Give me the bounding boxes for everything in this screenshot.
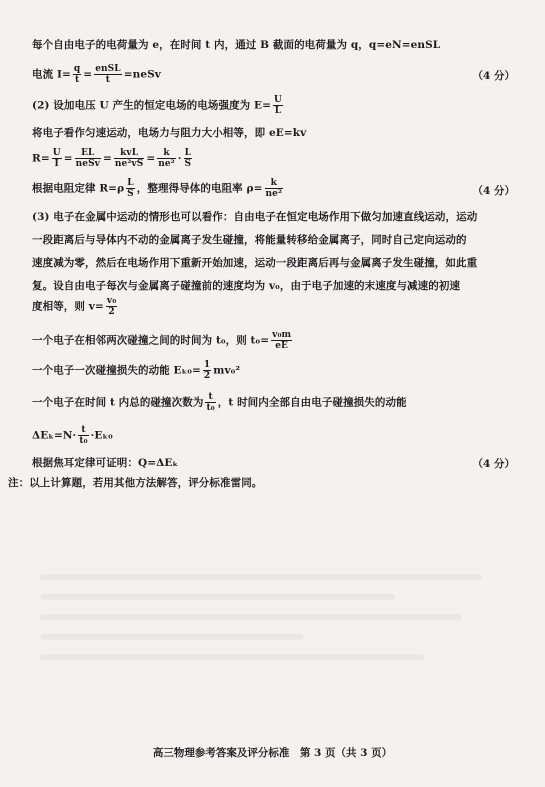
formula-collision-count: 一个电子在时间 t 内总的碰撞次数为 $\frac{t}{\text{t₀}}$ ，t 时间内全部自由电子碰撞损失的动能 — [32, 392, 407, 413]
note-line: 注：以上计算题，若用其他方法解答，评分标准雷同。 — [8, 477, 263, 489]
text-line-joule-law: 根据焦耳定律可证明：Q=ΔEₖ — [32, 457, 179, 469]
fraction: $\frac{L}{S}$ — [127, 178, 134, 199]
formula-collision-interval: 一个电子在相邻两次碰撞之间的时间为 t₀，则 t₀= $\frac{\text{v₀m}}{eE}$ — [32, 330, 292, 351]
paragraph-line: (3) 电子在金属中运动的情形也可以看作：自由电子在恒定电场作用下做匀加速直线运动，运动 — [32, 211, 478, 223]
text-line-charge: 每个自由电子的电荷量为 e，在时间 t 内，通过 B 截面的电荷量为 q，q=eN=enSL — [32, 39, 441, 51]
formula-average-velocity: 度相等，则 v= $\frac{\text{v₀}}{2}$ — [32, 296, 117, 317]
fraction: $\frac{1}{2}$ — [203, 360, 211, 381]
paragraph-line: 复。设自由电子每次与金属离子碰撞前的速度均为 v₀，由于电子加速的末速度与减速的初速 — [32, 280, 461, 292]
score-label: （4 分） — [472, 185, 515, 197]
formula-kinetic-energy-loss: 一个电子一次碰撞损失的动能 Eₖ₀= $\frac{1}{2}$ mv₀² — [32, 360, 241, 381]
fraction: $\frac{\text{v₀m}}{eE}$ — [272, 330, 292, 351]
fraction: $\frac{EL}{\text{neSv}}$ — [75, 148, 100, 169]
formula-resistivity: 根据电阻定律 R=ρ $\frac{L}{S}$ ，整理得导体的电阻率 ρ= $\frac{k}{\text{ne²}}$ — [32, 178, 283, 199]
show-through-background — [40, 560, 520, 720]
fraction: $\frac{k}{\text{ne²}}$ — [158, 148, 175, 169]
score-label: （4 分） — [472, 458, 515, 470]
fraction: $\frac{t}{\text{t₀}}$ — [206, 392, 215, 413]
paragraph-line: 速度减为零，然后在电场作用下重新开始加速，运动一段距离后再与金属离子发生碰撞，如此重 — [32, 257, 478, 269]
fraction: $\frac{\text{kvL}}{\text{ne²vS}}$ — [114, 148, 144, 169]
fraction: $\frac{U}{I}$ — [52, 148, 61, 169]
fraction: $\frac{t}{\text{t₀}}$ — [79, 425, 88, 446]
fraction: $\frac{\text{enSL}}{t}$ — [95, 64, 121, 85]
formula-current: 电流 I= $\frac{q}{t}$ = $\frac{\text{enSL}}{t}$ =neSv — [32, 64, 161, 85]
formula-total-energy-loss: ΔEₖ=N· $\frac{t}{\text{t₀}}$ ·Eₖ₀ — [32, 425, 113, 446]
fraction: $\frac{k}{\text{ne²}}$ — [265, 178, 283, 199]
fraction: $\frac{U}{L}$ — [274, 95, 282, 116]
formula-resistance: R= $\frac{U}{I}$ = $\frac{EL}{\text{neSv}}$ = $\frac{\text{kvL}}{\text{ne²vS}}$ = $\frac{k}{\text{ne²}}$ · $\frac{L}{S}$ — [32, 148, 192, 169]
formula-field-strength: (2) 设加电压 U 产生的恒定电场的电场强度为 E= $\frac{U}{L}$ — [32, 95, 282, 116]
page-footer: 高三物理参考答案及评分标准 第 3 页（共 3 页） — [152, 747, 393, 759]
score-label: （4 分） — [472, 70, 515, 82]
text-line-force-balance: 将电子看作匀速运动，电场力与阻力大小相等，即 eE=kv — [32, 127, 307, 139]
paragraph-line: 一段距离后与导体内不动的金属离子发生碰撞，将能量转移给金属离子，同时自己定向运动的 — [32, 234, 467, 246]
fraction: $\frac{q}{t}$ — [73, 64, 81, 85]
fraction: $\frac{L}{S}$ — [184, 148, 192, 169]
fraction: $\frac{\text{v₀}}{2}$ — [106, 296, 117, 317]
